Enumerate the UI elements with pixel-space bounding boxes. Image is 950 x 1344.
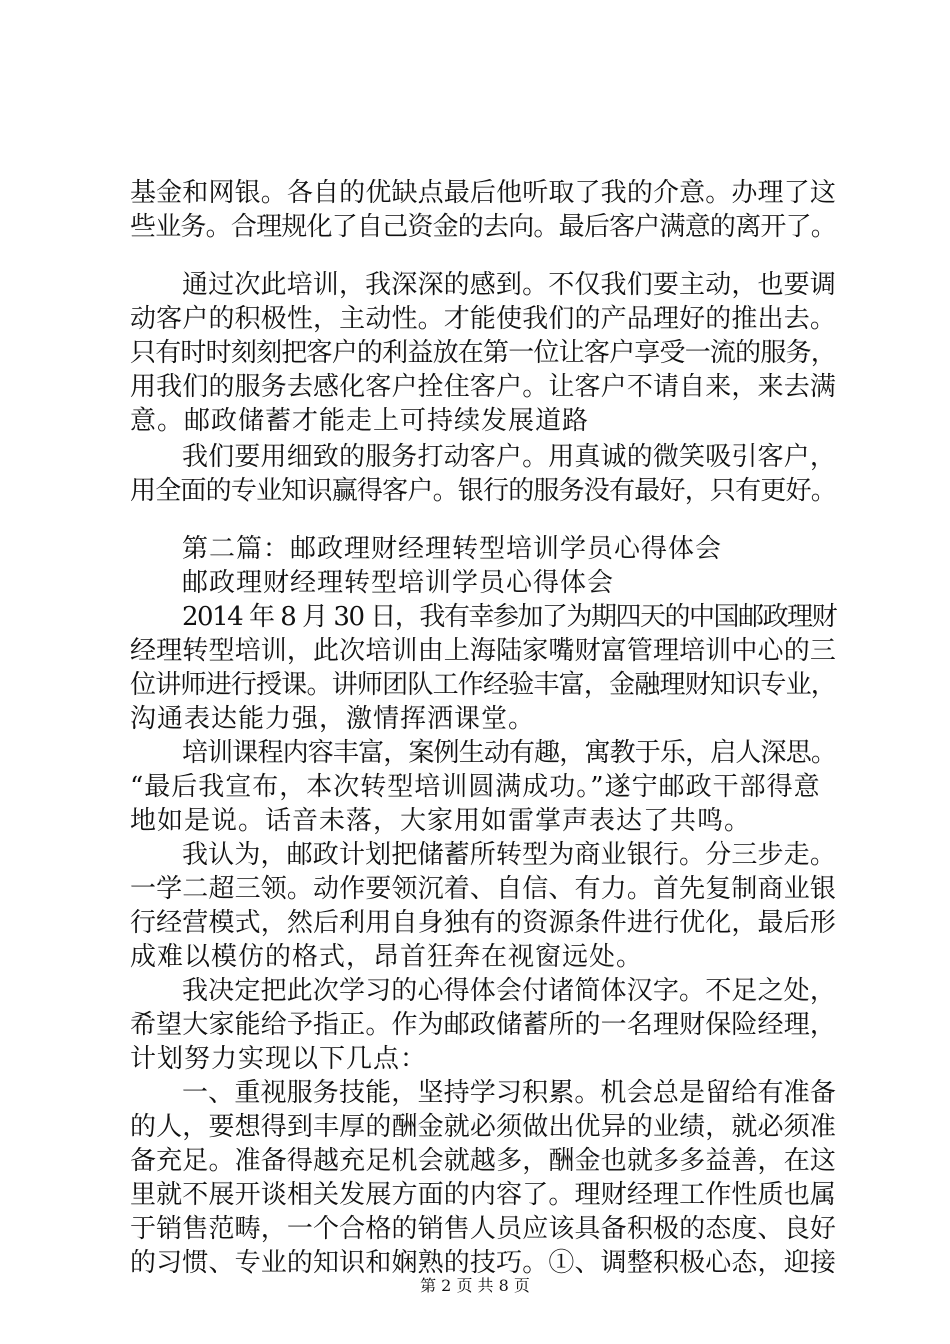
text-line: 些业务。合理规化了自己资金的去向。最后客户满意的离开了。 [130, 212, 837, 242]
text-line: 里就不展开谈相关发展方面的内容了。理财经理工作性质也属 [130, 1180, 837, 1210]
text-line: 经理转型培训，此次培训由上海陆家嘴财富管理培训中心的三 [130, 636, 837, 666]
section-heading: 第二篇：邮政理财经理转型培训学员心得体会 [182, 534, 723, 564]
text-line: 位讲师进行授课。讲师团队工作经验丰富，金融理财知识专业， [130, 670, 837, 700]
text-line: 用全面的专业知识赢得客户。银行的服务没有最好，只有更好。 [130, 476, 837, 506]
text-line: 我认为，邮政计划把储蓄所转型为商业银行。分三步走。 [182, 840, 837, 870]
text-line: 动客户的积极性，主动性。才能使我们的产品理好的推出去。 [130, 304, 837, 334]
text-line: 通过次此培训，我深深的感到。不仅我们要主动，也要调 [182, 270, 837, 300]
page-number-footer: 第 2 页 共 8 页 [420, 1276, 530, 1295]
text-line: 2014 年 8 月 30 日，我有幸参加了为期四天的中国邮政理财 [182, 602, 837, 632]
text-line: 的习惯、专业的知识和娴熟的技巧。①、调整积极心态，迎接 [130, 1248, 837, 1278]
text-line: 意。邮政储蓄才能走上可持续发展道路 [130, 406, 590, 436]
text-line: 备充足。准备得越充足机会就越多，酬金也就多多益善，在这 [130, 1146, 837, 1176]
text-line: 基金和网银。各自的优缺点最后他听取了我的介意。办理了这 [130, 178, 837, 208]
text-line: 行经营模式，然后利用自身独有的资源条件进行优化，最后形 [130, 908, 837, 938]
section-subheading: 邮政理财经理转型培训学员心得体会 [182, 568, 615, 598]
text-line: 成难以模仿的格式，昂首狂奔在视窗远处。 [130, 942, 644, 972]
text-line: “最后我宣布，本次转型培训圆满成功。”遂宁邮政干部得意 [130, 772, 821, 802]
text-line: 一学二超三领。动作要领沉着、自信、有力。首先复制商业银 [130, 874, 837, 904]
text-line: 一、重视服务技能，坚持学习积累。机会总是留给有准备 [182, 1078, 837, 1108]
text-line: 沟通表达能力强，激情挥洒课堂。 [130, 704, 536, 734]
text-line: 培训课程内容丰富，案例生动有趣，寓教于乐，启人深思。 [182, 738, 837, 768]
text-line: 计划努力实现以下几点： [130, 1044, 428, 1074]
text-line: 我们要用细致的服务打动客户。用真诚的微笑吸引客户， [182, 442, 837, 472]
text-line: 的人，要想得到丰厚的酬金就必须做出优异的业绩，就必须准 [130, 1112, 837, 1142]
text-line: 地如是说。话音未落，大家用如雷掌声表达了共鸣。 [130, 806, 752, 836]
text-line: 用我们的服务去感化客户拴住客户。让客户不请自来，来去满 [130, 372, 837, 402]
text-line: 希望大家能给予指正。作为邮政储蓄所的一名理财保险经理， [130, 1010, 837, 1040]
text-line: 只有时时刻刻把客户的利益放在第一位让客户享受一流的服务， [130, 338, 837, 368]
text-line: 我决定把此次学习的心得体会付诸简体汉字。不足之处， [182, 976, 837, 1006]
text-line: 于销售范畴，一个合格的销售人员应该具备积极的态度、良好 [130, 1214, 837, 1244]
